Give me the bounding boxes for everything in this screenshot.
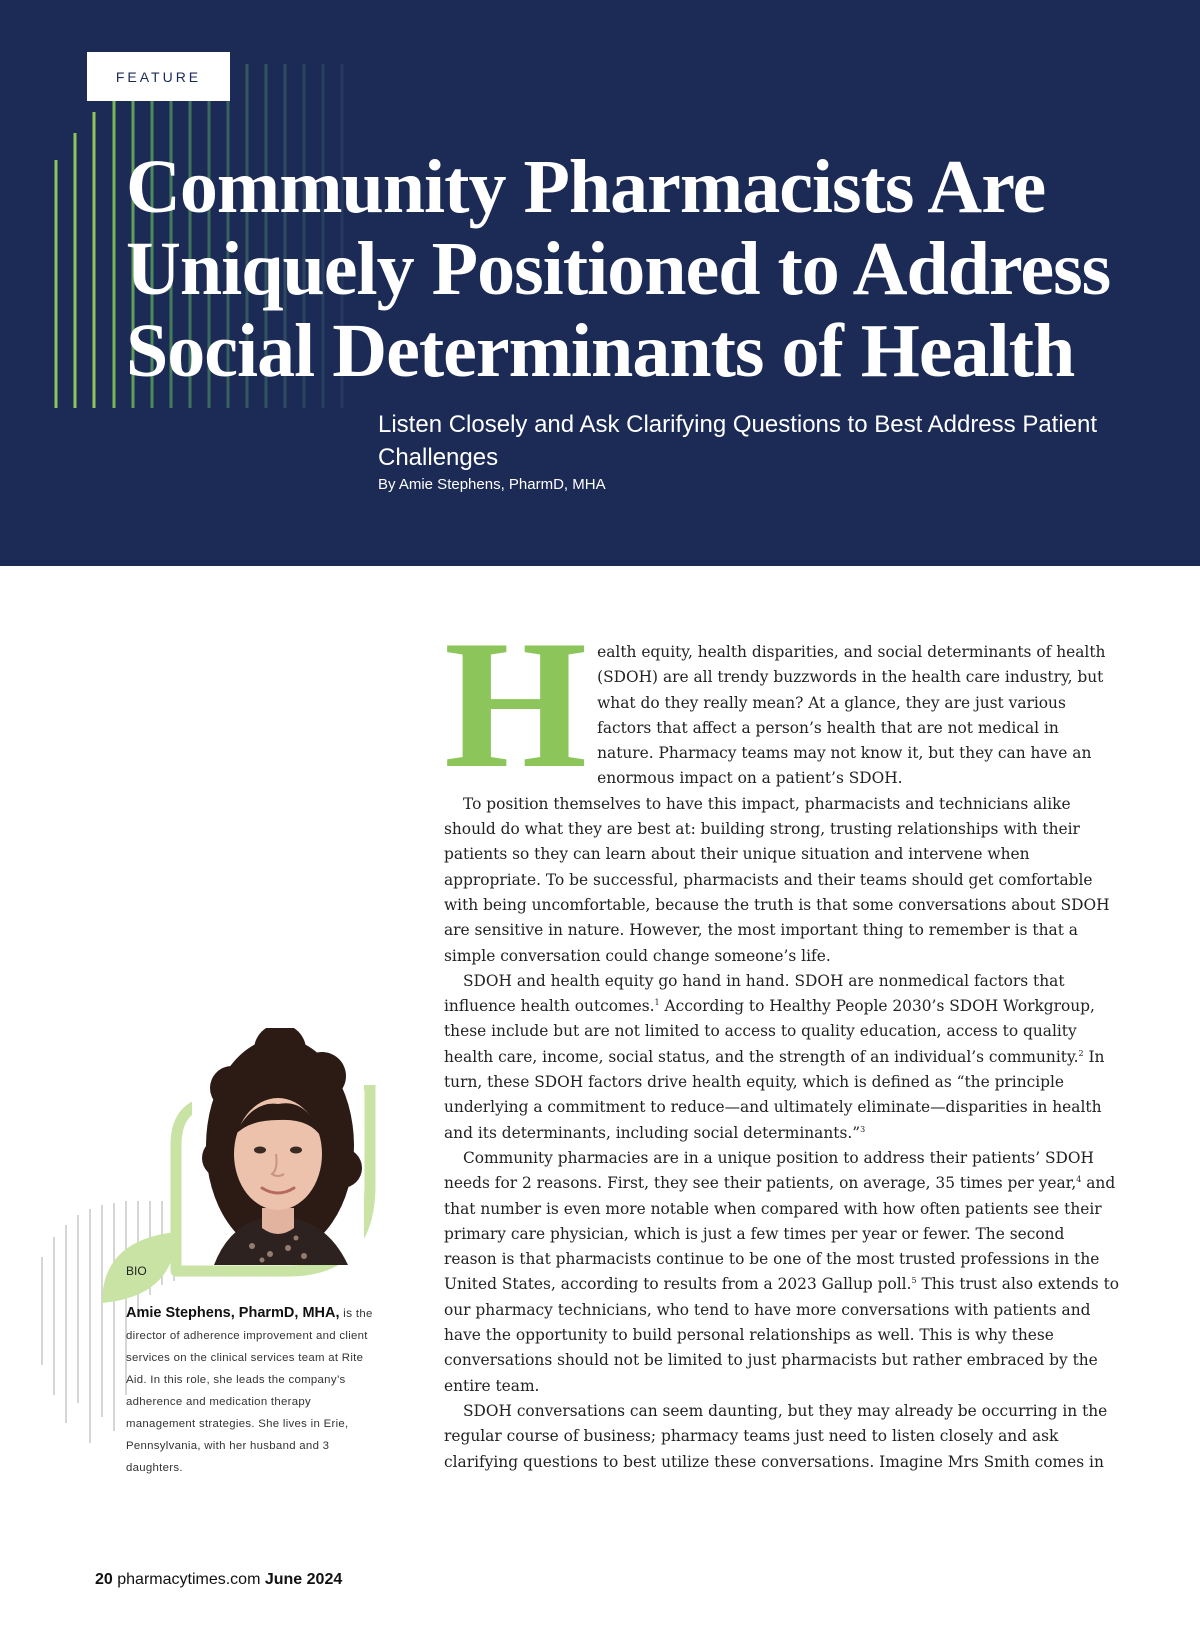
paragraph-4-text-c: This trust also extends to our pharmacy technicians, who tend to have more conversations with patients and have the opportunity to build personal relationships as well. This is why these conversations should not be limited to just pharmacists but rather embraced by the entire team. <box>444 1275 1120 1395</box>
paragraph-1 <box>444 602 1120 806</box>
bio-author-name: Amie Stephens, PharmD, MHA, <box>126 1305 340 1321</box>
bio-is: is <box>339 1306 353 1320</box>
paragraph-4 <box>444 1146 1120 1399</box>
footnote-ref-4: 4 <box>1076 1175 1082 1185</box>
footnote-ref-3: 3 <box>860 1124 866 1134</box>
bio-description: the director of adherence improvement and client services on the clinical services team at Rite Aid. In this role, she leads the company’s adherence and medication therapy management strategies. She lives in Erie, Pennsylvania, with her husband and 3 daughters. <box>126 1308 373 1474</box>
paragraph-3-text-a: SDOH and health equity go hand in hand. SDOH are nonmedical factors that influence health outcomes. <box>444 971 1065 1016</box>
footer-issue: June 2024 <box>264 1571 343 1588</box>
article-body <box>444 602 1120 1475</box>
byline: By Amie Stephens, PharmD, MHA <box>378 476 606 493</box>
article-title: Community Pharmacists Are Uniquely Positioned to Address Social Determinants of Health <box>126 145 1111 393</box>
footer-site: pharmacytimes.com <box>117 1571 261 1588</box>
author-bio <box>126 1302 381 1479</box>
paragraph-4-text-b: and that number is even more notable when compared with how often patients see their primary care physician, which is just a few times per year or fewer. The second reason is that pharmacists continue to be one of the most trusted professions in the United States, according to results from a 2023 Gallup poll. <box>444 1174 1116 1294</box>
footnote-ref-2: 2 <box>1078 1048 1084 1058</box>
drop-cap: H <box>444 602 588 806</box>
page-number: 20 <box>95 1571 113 1588</box>
author-photo <box>192 1028 364 1265</box>
paragraph-1-text: ealth equity, health disparities, and social determinants of health (SDOH) are all trendy buzzwords in the health care industry, but what do they really mean? At a glance, they are just various factors that affect a person’s health that are not medical in nature. Pharmacy teams may not know it, but they can have an enormous impact on a patient’s SDOH. <box>597 643 1106 788</box>
footnote-ref-5: 5 <box>911 1276 917 1286</box>
paragraph-3-text-c: In turn, these SDOH factors drive health equity, which is defined as “the principle underlying a commitment to reduce—and ultimately eliminate—disparities in health and its determinants, including social determinants.” <box>444 1047 1105 1142</box>
bio-label: BIO <box>126 1264 147 1278</box>
article-subtitle: Listen Closely and Ask Clarifying Questions to Best Address Patient Challenges <box>378 411 1098 471</box>
page-footer <box>95 1571 342 1589</box>
paragraph-4-text-a: Community pharmacies are in a unique position to address their patients’ SDOH needs for 2 reasons. First, they see their patients, on average, 35 times per year, <box>444 1148 1094 1193</box>
paragraph-5: SDOH conversations can seem daunting, but they may already be occurring in the regular course of business; pharmacy teams just need to listen closely and ask clarifying questions to best utilize these conversations. Imagine Mrs Smith comes in <box>444 1401 1108 1471</box>
footnote-ref-1: 1 <box>654 998 660 1008</box>
section-tag: FEATURE <box>87 52 230 101</box>
hero-banner <box>0 0 1200 566</box>
paragraph-3-text-b: According to Healthy People 2030’s SDOH Workgroup, these include but are not limited to access to quality education, access to quality health care, income, social status, and the strength of an individual’s community. <box>444 997 1095 1066</box>
paragraph-3 <box>444 969 1120 1146</box>
paragraph-2: To position themselves to have this impact, pharmacists and technicians alike should do what they are best at: building strong, trusting relationships with their patients so they can learn about their unique situation and intervene when appropriate. To be successful, pharmacists and their teams should get comfortable with being uncomfortable, because the truth is that some conversations about SDOH are sensitive in nature. However, the most important thing to remember is that a simple conversation could change someone’s life. <box>444 794 1110 965</box>
